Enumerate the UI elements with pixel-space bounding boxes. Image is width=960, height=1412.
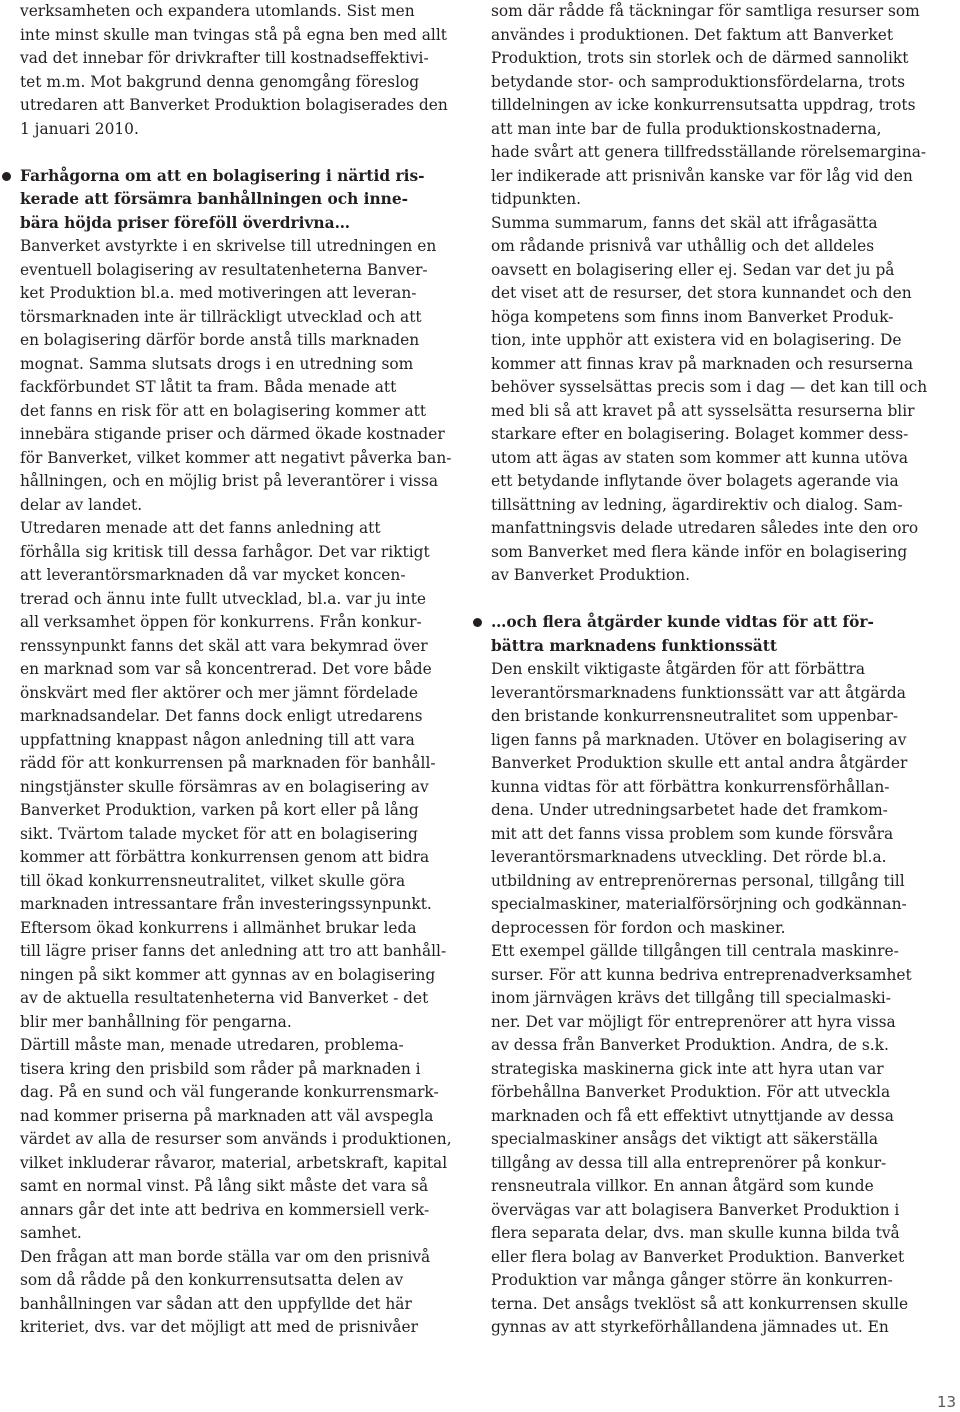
text-line: kommer att förbättra konkurrensen genom att bidra	[20, 848, 430, 866]
text-line: renssynpunkt fanns det skäl att vara bekymrad över	[20, 636, 428, 655]
text-line: om rådande prisnivå var uthållig och det alldeles	[491, 237, 875, 255]
text-line: samt en normal vinst. På lång sikt måste det vara så	[20, 1177, 429, 1195]
text-line: utbildning av entreprenörernas personal, tillgång till	[491, 871, 905, 890]
text-line: mit att det fanns vissa problem som kunde försvåra	[491, 824, 894, 843]
text-line: med bli så att kravet på att sysselsätta resurserna blir	[491, 401, 915, 420]
text-line: uppfattning knappast någon anledning till att vara	[20, 730, 415, 749]
text-line: leverantörsmarknadens funktionssätt var att åtgärda	[491, 683, 906, 702]
text-line: 1 januari 2010.	[20, 119, 139, 138]
text-line: en bolagisering därför borde anstå tills marknaden	[20, 331, 420, 349]
heading-text	[20, 165, 460, 236]
paragraph	[491, 0, 931, 212]
text-line: som Banverket med flera kände inför en bolagisering	[491, 542, 908, 561]
text-line: mognat. Samma slutsats drogs i en utredning som	[20, 354, 414, 373]
text-line: surser. För att kunna bedriva entreprenadverksamhet	[491, 965, 912, 984]
paragraph	[20, 235, 460, 517]
spacer	[491, 588, 931, 612]
text-line: rensneutrala villkor. En annan åtgärd som kunde	[491, 1177, 874, 1195]
text-line: av dessa från Banverket Produktion. Andra, de s.k.	[491, 1036, 889, 1054]
paragraph	[491, 658, 931, 940]
text-line: bära höjda priser föreföll överdrivna…	[20, 213, 350, 232]
text-line: törsmarknaden inte är tillräckligt utvecklad och att	[20, 307, 422, 326]
text-line: utom att ägas av staten som kommer att kunna utöva	[491, 448, 908, 467]
text-line: ningen på sikt kommer att gynnas av en bolagisering	[20, 965, 436, 984]
text-line: specialmaskiner, materialförsörjning och godkännan-	[491, 895, 907, 913]
text-line: betydande stor- och samproduktionsfördelarna, trots	[491, 72, 906, 91]
text-line: hade svårt att genera tillfredsställande rörelsemargina-	[491, 143, 927, 161]
text-line: Eftersom ökad konkurrens i allmänhet brukar leda	[20, 918, 417, 937]
text-line: marknadsandelar. Det fanns dock enligt utredarens	[20, 707, 423, 725]
bullet-icon	[2, 172, 11, 181]
text-line: terna. Det ansågs tveklöst så att konkurrensen skulle	[491, 1294, 909, 1313]
paragraph	[491, 212, 931, 588]
text-line: utredaren att Banverket Produktion bolagiserades den	[20, 96, 448, 114]
text-line: till ökad konkurrensneutralitet, vilket skulle göra	[20, 871, 406, 890]
text-line: hållningen, och en möjlig brist på leverantörer i vissa	[20, 472, 439, 490]
text-line: ligen fanns på marknaden. Utöver en bolagisering av	[491, 730, 907, 749]
text-line: behöver sysselsättas precis som i dag — det kan till och	[491, 378, 928, 396]
text-line: delar av landet.	[20, 495, 143, 514]
text-line: deprocessen för fordon och maskiner.	[491, 918, 786, 937]
text-line: kunna vidtas för att förbättra konkurrensförhållan-	[491, 777, 890, 796]
text-line: manfattningsvis delade utredaren således inte den oro	[491, 519, 919, 537]
text-line: eventuell bolagisering av resultatenheterna Banver-	[20, 260, 428, 279]
text-line: starkare efter en bolagisering. Bolaget kommer dess-	[491, 425, 909, 443]
text-line: …och flera åtgärder kunde vidtas för att för-	[491, 613, 874, 631]
text-line: Den frågan att man borde ställa var om den prisnivå	[20, 1247, 431, 1266]
text-line: marknaden och få ett effektivt utnyttjande av dessa	[491, 1106, 894, 1125]
text-line: sikt. Tvärtom talade mycket för att en bolagisering	[20, 824, 418, 843]
page-number: 13	[937, 1393, 957, 1411]
intro-paragraph	[20, 0, 460, 141]
text-line: kommer att finnas krav på marknaden och resurserna	[491, 354, 914, 373]
text-line: till lägre priser fanns det anledning att tro att banhåll-	[20, 942, 447, 960]
text-line: inom järnvägen krävs det tillgång till specialmaski-	[491, 989, 891, 1007]
text-line: strategiska maskinerna gick inte att hyra utan var	[491, 1059, 884, 1078]
text-line: trerad och ännu inte fullt utvecklad, bl.a. var ju inte	[20, 589, 427, 608]
text-line: vilket inkluderar råvaror, material, arbetskraft, kapital	[20, 1153, 448, 1172]
text-line: dena. Under utredningsarbetet hade det framkom-	[491, 801, 888, 819]
text-line: en marknad som var så koncentrerad. Det vore både	[20, 660, 432, 678]
text-line: specialmaskiner ansågs det viktigt att säkerställa	[491, 1130, 879, 1148]
text-line: verksamheten och expandera utomlands. Sist men	[20, 2, 415, 20]
text-line: oavsett en bolagisering eller ej. Sedan var det ju på	[491, 260, 895, 279]
text-line: nad kommer priserna på marknaden att väl avspegla	[20, 1106, 434, 1125]
text-line: Farhågorna om att en bolagisering i närtid ris-	[20, 166, 425, 185]
text-line: gynnas av att styrkeförhållandena jämnades ut. En	[491, 1318, 889, 1336]
text-line: fackförbundet ST låtit ta fram. Båda menade att	[20, 378, 397, 396]
text-line: värdet av alla de resurser som används i produktionen,	[20, 1130, 452, 1148]
text-line: användes i produktionen. Det faktum att Banverket	[491, 25, 894, 44]
text-line: Produktion, trots sin storlek och de därmed sannolikt	[491, 49, 909, 67]
text-line: övervägas var att bolagisera Banverket Produktion i	[491, 1200, 900, 1219]
text-line: förbehållna Banverket Produktion. För att utveckla	[491, 1083, 891, 1101]
text-line: kerade att försämra banhållningen och inne-	[20, 190, 409, 208]
paragraph	[20, 1034, 460, 1246]
text-line: tillsättning av ledning, ägardirektiv och dialog. Sam-	[491, 495, 903, 514]
text-line: Den enskilt viktigaste åtgärden för att förbättra	[491, 660, 865, 678]
text-line: att man inte bar de fulla produktionskostnaderna,	[491, 119, 882, 138]
text-line: marknaden intressantare från investeringssynpunkt.	[20, 895, 432, 913]
paragraph	[491, 940, 931, 1340]
text-line: kriteriet, dvs. var det möjligt att med de prisnivåer	[20, 1318, 418, 1336]
text-line: ner. Det var möjligt för entreprenörer att hyra vissa	[491, 1012, 896, 1031]
right-column	[491, 0, 931, 1340]
paragraph	[20, 517, 460, 1034]
text-line: ler indikerade att prisnivån kanske var för låg vid den	[491, 166, 913, 185]
section-heading	[491, 611, 931, 658]
text-line: Summa summarum, fanns det skäl att ifrågasätta	[491, 213, 878, 232]
text-line: Utredaren menade att det fanns anledning att	[20, 519, 381, 537]
text-line: Produktion var många gånger större än konkurren-	[491, 1271, 893, 1289]
text-line: leverantörsmarknadens utveckling. Det rörde bl.a.	[491, 848, 887, 866]
text-line: Ett exempel gällde tillgången till centrala maskinre-	[491, 942, 899, 960]
text-line: höga kompetens som finns inom Banverket Produk-	[491, 307, 894, 326]
spacer	[20, 141, 460, 165]
left-column	[20, 0, 460, 1340]
text-line: tidpunkten.	[491, 190, 582, 208]
text-line: blir mer banhållning för pengarna.	[20, 1012, 292, 1031]
text-line: dag. På en sund och väl fungerande konkurrensmark-	[20, 1083, 439, 1101]
text-line: ket Produktion bl.a. med motiveringen att leveran-	[20, 284, 417, 302]
text-line: tillgång av dessa till alla entreprenörer på konkur-	[491, 1153, 887, 1172]
text-line: önskvärt med fler aktörer och mer jämnt fördelade	[20, 683, 418, 702]
text-line: att leverantörsmarknaden då var mycket koncen-	[20, 566, 406, 584]
text-line: innebära stigande priser och därmed ökade kostnader	[20, 425, 445, 443]
paragraph	[20, 1246, 460, 1340]
text-line: banhållningen var sådan att den uppfyllde det här	[20, 1294, 412, 1313]
text-line: av de aktuella resultatenheterna vid Banverket - det	[20, 989, 429, 1007]
text-line: annars går det inte att bedriva en kommersiell verk-	[20, 1200, 430, 1219]
text-line: Banverket Produktion skulle ett antal andra åtgärder	[491, 754, 908, 772]
text-line: ningstjänster skulle försämras av en bolagisering av	[20, 777, 429, 796]
text-line: Banverket Produktion, varken på kort eller på lång	[20, 801, 419, 819]
text-line: tet m.m. Mot bakgrund denna genomgång föreslog	[20, 72, 420, 91]
heading-text	[491, 611, 931, 658]
text-line: som där rådde få täckningar för samtliga resurser som	[491, 2, 920, 20]
bullet-icon	[473, 618, 482, 627]
text-line: vad det innebar för drivkrafter till kostnadseffektivi-	[20, 49, 429, 67]
text-line: av Banverket Produktion.	[491, 566, 691, 584]
text-line: Banverket avstyrkte i en skrivelse till utredningen en	[20, 237, 437, 255]
text-line: ett betydande inflytande över bolagets agerande via	[491, 472, 899, 490]
text-line: Därtill måste man, menade utredaren, problema-	[20, 1036, 404, 1054]
text-line: eller flera bolag av Banverket Produktion. Banverket	[491, 1247, 905, 1266]
text-line: för Banverket, vilket kommer att negativt påverka ban-	[20, 448, 452, 467]
text-line: tilldelningen av icke konkurrensutsatta uppdrag, trots	[491, 96, 916, 114]
text-line: förhålla sig kritisk till dessa farhågor. Det var riktigt	[20, 542, 430, 561]
text-line: inte minst skulle man tvingas stå på egna ben med allt	[20, 25, 447, 44]
section-heading	[20, 165, 460, 236]
text-line: bättra marknadens funktionssätt	[491, 636, 777, 655]
text-line: det fanns en risk för att en bolagisering kommer att	[20, 401, 427, 420]
text-line: flera separata delar, dvs. man skulle kunna bilda två	[491, 1224, 900, 1242]
text-line: rädd för att konkurrensen på marknaden för banhåll-	[20, 754, 436, 772]
text-line: tisera kring den prisbild som råder på marknaden i	[20, 1059, 421, 1078]
text-line: tion, inte upphör att existera vid en bolagisering. De	[491, 331, 902, 349]
text-line: samhet.	[20, 1224, 82, 1242]
text-line: det viset att de resurser, det stora kunnandet och den	[491, 284, 912, 302]
text-line: all verksamhet öppen för konkurrens. Från konkur-	[20, 613, 422, 631]
text-line: den bristande konkurrensneutralitet som uppenbar-	[491, 707, 899, 725]
text-line: som då rådde på den konkurrensutsatta delen av	[20, 1271, 404, 1289]
